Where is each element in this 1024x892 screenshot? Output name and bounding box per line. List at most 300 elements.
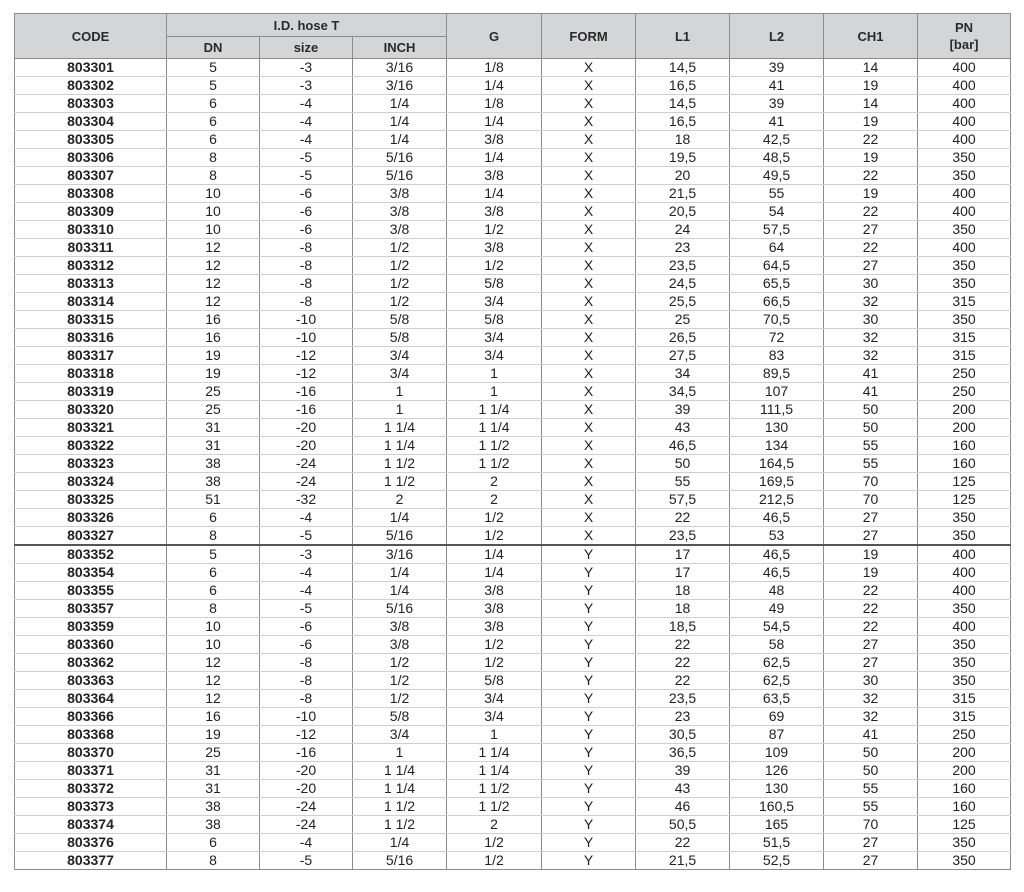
cell-dn: 12 <box>167 275 260 293</box>
cell-ch1: 41 <box>824 726 918 744</box>
table-row <box>15 509 1011 527</box>
cell-pn: 350 <box>918 527 1011 546</box>
cell-pn: 350 <box>918 600 1011 618</box>
cell-form: Y <box>542 636 636 654</box>
cell-inch: 1 1/2 <box>353 816 447 834</box>
header-ch1: CH1 <box>824 14 918 59</box>
table-row <box>15 275 1011 293</box>
cell-l2: 54 <box>730 203 824 221</box>
cell-size: -4 <box>260 582 353 600</box>
cell-pn: 400 <box>918 77 1011 95</box>
cell-g: 1 1/2 <box>447 780 542 798</box>
cell-dn: 12 <box>167 293 260 311</box>
cell-ch1: 19 <box>824 545 918 564</box>
table-body <box>15 59 1011 870</box>
cell-l2: 164,5 <box>730 455 824 473</box>
cell-size: -4 <box>260 509 353 527</box>
cell-g: 1 <box>447 383 542 401</box>
cell-code: 803309 <box>15 203 167 221</box>
cell-g: 3/4 <box>447 329 542 347</box>
cell-code: 803316 <box>15 329 167 347</box>
table-row <box>15 798 1011 816</box>
cell-size: -10 <box>260 311 353 329</box>
cell-inch: 1/2 <box>353 654 447 672</box>
cell-size: -20 <box>260 419 353 437</box>
cell-code: 803323 <box>15 455 167 473</box>
cell-g: 2 <box>447 816 542 834</box>
cell-inch: 1 1/4 <box>353 437 447 455</box>
cell-pn: 350 <box>918 672 1011 690</box>
cell-ch1: 27 <box>824 509 918 527</box>
cell-size: -24 <box>260 473 353 491</box>
table-row <box>15 564 1011 582</box>
cell-g: 1/2 <box>447 834 542 852</box>
cell-form: X <box>542 383 636 401</box>
cell-inch: 3/8 <box>353 221 447 239</box>
cell-form: X <box>542 239 636 257</box>
cell-inch: 5/8 <box>353 311 447 329</box>
cell-pn: 350 <box>918 257 1011 275</box>
cell-pn: 400 <box>918 113 1011 131</box>
cell-g: 5/8 <box>447 311 542 329</box>
cell-g: 1/4 <box>447 113 542 131</box>
cell-size: -4 <box>260 131 353 149</box>
cell-inch: 1 1/4 <box>353 419 447 437</box>
cell-l2: 165 <box>730 816 824 834</box>
cell-size: -8 <box>260 275 353 293</box>
cell-g: 1/2 <box>447 257 542 275</box>
cell-ch1: 22 <box>824 203 918 221</box>
cell-form: Y <box>542 600 636 618</box>
cell-inch: 3/4 <box>353 347 447 365</box>
cell-dn: 5 <box>167 59 260 77</box>
cell-size: -16 <box>260 744 353 762</box>
cell-pn: 250 <box>918 726 1011 744</box>
cell-g: 3/4 <box>447 690 542 708</box>
cell-g: 3/8 <box>447 618 542 636</box>
cell-pn: 250 <box>918 383 1011 401</box>
cell-ch1: 22 <box>824 600 918 618</box>
cell-ch1: 22 <box>824 582 918 600</box>
cell-dn: 8 <box>167 149 260 167</box>
cell-code: 803325 <box>15 491 167 509</box>
table-row <box>15 582 1011 600</box>
cell-inch: 3/16 <box>353 545 447 564</box>
cell-form: X <box>542 473 636 491</box>
table-row <box>15 185 1011 203</box>
cell-l2: 89,5 <box>730 365 824 383</box>
cell-g: 1 1/4 <box>447 419 542 437</box>
cell-pn: 315 <box>918 329 1011 347</box>
cell-g: 1/4 <box>447 185 542 203</box>
cell-ch1: 19 <box>824 185 918 203</box>
cell-dn: 10 <box>167 221 260 239</box>
cell-g: 1 1/2 <box>447 437 542 455</box>
cell-size: -20 <box>260 762 353 780</box>
table-row <box>15 347 1011 365</box>
cell-l1: 23,5 <box>636 690 730 708</box>
cell-size: -20 <box>260 780 353 798</box>
cell-dn: 19 <box>167 347 260 365</box>
cell-l1: 18,5 <box>636 618 730 636</box>
cell-size: -4 <box>260 564 353 582</box>
cell-pn: 350 <box>918 509 1011 527</box>
cell-l2: 52,5 <box>730 852 824 870</box>
cell-size: -24 <box>260 798 353 816</box>
cell-l2: 62,5 <box>730 672 824 690</box>
cell-code: 803308 <box>15 185 167 203</box>
cell-dn: 6 <box>167 834 260 852</box>
cell-l1: 36,5 <box>636 744 730 762</box>
cell-code: 803305 <box>15 131 167 149</box>
cell-inch: 1 1/2 <box>353 798 447 816</box>
cell-code: 803355 <box>15 582 167 600</box>
cell-size: -12 <box>260 365 353 383</box>
cell-inch: 3/8 <box>353 185 447 203</box>
cell-l2: 51,5 <box>730 834 824 852</box>
cell-code: 803313 <box>15 275 167 293</box>
cell-size: -3 <box>260 545 353 564</box>
cell-dn: 5 <box>167 545 260 564</box>
cell-size: -12 <box>260 347 353 365</box>
cell-l2: 64 <box>730 239 824 257</box>
header-l1: L1 <box>636 14 730 59</box>
cell-l2: 65,5 <box>730 275 824 293</box>
cell-size: -10 <box>260 708 353 726</box>
cell-l1: 39 <box>636 762 730 780</box>
cell-pn: 350 <box>918 221 1011 239</box>
cell-l2: 69 <box>730 708 824 726</box>
cell-code: 803311 <box>15 239 167 257</box>
cell-g: 1/4 <box>447 77 542 95</box>
cell-ch1: 30 <box>824 311 918 329</box>
cell-dn: 19 <box>167 365 260 383</box>
table-row <box>15 744 1011 762</box>
cell-l2: 130 <box>730 780 824 798</box>
cell-ch1: 19 <box>824 149 918 167</box>
cell-l1: 22 <box>636 654 730 672</box>
cell-dn: 6 <box>167 131 260 149</box>
cell-inch: 3/8 <box>353 618 447 636</box>
cell-g: 1/2 <box>447 852 542 870</box>
cell-ch1: 55 <box>824 780 918 798</box>
cell-l2: 64,5 <box>730 257 824 275</box>
cell-pn: 125 <box>918 491 1011 509</box>
table-row <box>15 834 1011 852</box>
cell-l1: 55 <box>636 473 730 491</box>
cell-pn: 400 <box>918 239 1011 257</box>
cell-inch: 3/4 <box>353 726 447 744</box>
cell-l1: 26,5 <box>636 329 730 347</box>
cell-code: 803317 <box>15 347 167 365</box>
cell-g: 3/8 <box>447 239 542 257</box>
cell-inch: 1/4 <box>353 564 447 582</box>
cell-code: 803312 <box>15 257 167 275</box>
cell-size: -4 <box>260 95 353 113</box>
cell-size: -6 <box>260 185 353 203</box>
cell-l1: 19,5 <box>636 149 730 167</box>
cell-l1: 22 <box>636 834 730 852</box>
cell-l2: 48 <box>730 582 824 600</box>
table-row <box>15 329 1011 347</box>
cell-ch1: 27 <box>824 257 918 275</box>
cell-l2: 66,5 <box>730 293 824 311</box>
cell-g: 3/4 <box>447 708 542 726</box>
cell-pn: 400 <box>918 203 1011 221</box>
cell-inch: 1/4 <box>353 95 447 113</box>
cell-form: X <box>542 509 636 527</box>
cell-inch: 1 1/2 <box>353 473 447 491</box>
cell-form: X <box>542 365 636 383</box>
cell-l1: 25,5 <box>636 293 730 311</box>
cell-ch1: 50 <box>824 744 918 762</box>
cell-code: 803303 <box>15 95 167 113</box>
cell-code: 803322 <box>15 437 167 455</box>
cell-g: 1/2 <box>447 636 542 654</box>
cell-inch: 1 <box>353 744 447 762</box>
cell-ch1: 32 <box>824 690 918 708</box>
cell-dn: 25 <box>167 383 260 401</box>
cell-dn: 12 <box>167 690 260 708</box>
cell-dn: 25 <box>167 744 260 762</box>
cell-dn: 31 <box>167 780 260 798</box>
cell-size: -6 <box>260 618 353 636</box>
cell-size: -12 <box>260 726 353 744</box>
cell-g: 1 <box>447 365 542 383</box>
table-row <box>15 311 1011 329</box>
cell-l1: 46 <box>636 798 730 816</box>
cell-l1: 27,5 <box>636 347 730 365</box>
table-row <box>15 383 1011 401</box>
cell-dn: 6 <box>167 509 260 527</box>
cell-form: Y <box>542 744 636 762</box>
cell-ch1: 19 <box>824 564 918 582</box>
cell-code: 803377 <box>15 852 167 870</box>
cell-size: -8 <box>260 690 353 708</box>
cell-pn: 250 <box>918 365 1011 383</box>
cell-inch: 5/16 <box>353 167 447 185</box>
table-row <box>15 545 1011 564</box>
cell-size: -5 <box>260 167 353 185</box>
cell-l1: 24 <box>636 221 730 239</box>
cell-g: 3/4 <box>447 293 542 311</box>
cell-form: X <box>542 149 636 167</box>
cell-dn: 12 <box>167 239 260 257</box>
cell-dn: 16 <box>167 329 260 347</box>
table-row <box>15 437 1011 455</box>
cell-l1: 25 <box>636 311 730 329</box>
cell-dn: 8 <box>167 167 260 185</box>
table-row <box>15 491 1011 509</box>
cell-pn: 315 <box>918 708 1011 726</box>
cell-code: 803374 <box>15 816 167 834</box>
cell-l2: 83 <box>730 347 824 365</box>
header-g: G <box>447 14 542 59</box>
cell-form: Y <box>542 762 636 780</box>
cell-pn: 400 <box>918 618 1011 636</box>
header-pn-label: PN <box>955 20 974 35</box>
cell-inch: 5/8 <box>353 708 447 726</box>
cell-pn: 350 <box>918 654 1011 672</box>
cell-g: 1/8 <box>447 59 542 77</box>
cell-dn: 12 <box>167 654 260 672</box>
cell-l1: 46,5 <box>636 437 730 455</box>
cell-l2: 212,5 <box>730 491 824 509</box>
cell-code: 803354 <box>15 564 167 582</box>
cell-l2: 87 <box>730 726 824 744</box>
cell-g: 1/4 <box>447 545 542 564</box>
cell-form: X <box>542 527 636 546</box>
cell-dn: 6 <box>167 113 260 131</box>
cell-l1: 20,5 <box>636 203 730 221</box>
cell-ch1: 50 <box>824 419 918 437</box>
cell-code: 803301 <box>15 59 167 77</box>
cell-form: X <box>542 221 636 239</box>
cell-l1: 34,5 <box>636 383 730 401</box>
table-row <box>15 527 1011 546</box>
cell-l2: 72 <box>730 329 824 347</box>
cell-l1: 43 <box>636 780 730 798</box>
cell-pn: 315 <box>918 690 1011 708</box>
cell-code: 803318 <box>15 365 167 383</box>
cell-inch: 1/2 <box>353 239 447 257</box>
cell-dn: 31 <box>167 762 260 780</box>
cell-pn: 400 <box>918 582 1011 600</box>
cell-l2: 39 <box>730 59 824 77</box>
cell-code: 803373 <box>15 798 167 816</box>
cell-ch1: 70 <box>824 491 918 509</box>
cell-g: 1 1/4 <box>447 744 542 762</box>
cell-inch: 1/2 <box>353 672 447 690</box>
cell-pn: 350 <box>918 311 1011 329</box>
cell-inch: 1 1/4 <box>353 762 447 780</box>
table-row <box>15 401 1011 419</box>
cell-size: -32 <box>260 491 353 509</box>
cell-dn: 8 <box>167 600 260 618</box>
cell-g: 1 1/4 <box>447 762 542 780</box>
table-row <box>15 852 1011 870</box>
cell-size: -20 <box>260 437 353 455</box>
cell-l1: 21,5 <box>636 185 730 203</box>
cell-form: Y <box>542 708 636 726</box>
cell-form: X <box>542 203 636 221</box>
cell-dn: 31 <box>167 419 260 437</box>
cell-ch1: 70 <box>824 473 918 491</box>
cell-size: -8 <box>260 257 353 275</box>
cell-form: Y <box>542 798 636 816</box>
cell-code: 803326 <box>15 509 167 527</box>
cell-size: -8 <box>260 654 353 672</box>
cell-inch: 1/4 <box>353 582 447 600</box>
cell-inch: 2 <box>353 491 447 509</box>
table-row <box>15 816 1011 834</box>
cell-l2: 55 <box>730 185 824 203</box>
cell-inch: 3/8 <box>353 636 447 654</box>
cell-ch1: 30 <box>824 672 918 690</box>
table-row <box>15 726 1011 744</box>
cell-g: 3/8 <box>447 582 542 600</box>
header-code: CODE <box>15 14 167 59</box>
cell-size: -6 <box>260 221 353 239</box>
cell-pn: 400 <box>918 545 1011 564</box>
cell-ch1: 32 <box>824 329 918 347</box>
cell-dn: 12 <box>167 672 260 690</box>
cell-l2: 126 <box>730 762 824 780</box>
cell-l2: 111,5 <box>730 401 824 419</box>
cell-size: -10 <box>260 329 353 347</box>
cell-l1: 22 <box>636 636 730 654</box>
cell-g: 1/8 <box>447 95 542 113</box>
cell-code: 803352 <box>15 545 167 564</box>
cell-pn: 315 <box>918 293 1011 311</box>
cell-g: 1 <box>447 726 542 744</box>
cell-code: 803315 <box>15 311 167 329</box>
cell-code: 803366 <box>15 708 167 726</box>
cell-l2: 58 <box>730 636 824 654</box>
fitting-spec-table <box>14 13 1011 870</box>
cell-form: X <box>542 257 636 275</box>
cell-form: X <box>542 311 636 329</box>
cell-pn: 400 <box>918 95 1011 113</box>
cell-form: Y <box>542 726 636 744</box>
cell-l1: 23 <box>636 708 730 726</box>
cell-form: X <box>542 59 636 77</box>
cell-ch1: 41 <box>824 383 918 401</box>
cell-l1: 43 <box>636 419 730 437</box>
cell-ch1: 22 <box>824 239 918 257</box>
header-inch: INCH <box>353 37 447 59</box>
cell-l2: 54,5 <box>730 618 824 636</box>
cell-form: X <box>542 95 636 113</box>
cell-form: X <box>542 419 636 437</box>
cell-form: Y <box>542 582 636 600</box>
table-row <box>15 131 1011 149</box>
cell-ch1: 55 <box>824 455 918 473</box>
cell-ch1: 19 <box>824 77 918 95</box>
cell-dn: 25 <box>167 401 260 419</box>
cell-code: 803314 <box>15 293 167 311</box>
cell-ch1: 27 <box>824 852 918 870</box>
cell-l2: 62,5 <box>730 654 824 672</box>
cell-ch1: 32 <box>824 708 918 726</box>
cell-code: 803324 <box>15 473 167 491</box>
table-row <box>15 149 1011 167</box>
cell-form: X <box>542 113 636 131</box>
cell-l2: 46,5 <box>730 564 824 582</box>
cell-pn: 400 <box>918 185 1011 203</box>
table-row <box>15 690 1011 708</box>
cell-code: 803360 <box>15 636 167 654</box>
cell-l1: 16,5 <box>636 77 730 95</box>
cell-code: 803362 <box>15 654 167 672</box>
cell-inch: 1 1/2 <box>353 455 447 473</box>
cell-pn: 200 <box>918 744 1011 762</box>
cell-l1: 18 <box>636 131 730 149</box>
cell-dn: 6 <box>167 582 260 600</box>
cell-form: X <box>542 77 636 95</box>
cell-pn: 160 <box>918 798 1011 816</box>
cell-pn: 400 <box>918 59 1011 77</box>
cell-ch1: 41 <box>824 365 918 383</box>
header-form: FORM <box>542 14 636 59</box>
cell-pn: 160 <box>918 437 1011 455</box>
cell-pn: 350 <box>918 852 1011 870</box>
cell-g: 1/2 <box>447 527 542 546</box>
cell-dn: 6 <box>167 95 260 113</box>
table-row <box>15 239 1011 257</box>
cell-ch1: 27 <box>824 221 918 239</box>
cell-form: X <box>542 275 636 293</box>
